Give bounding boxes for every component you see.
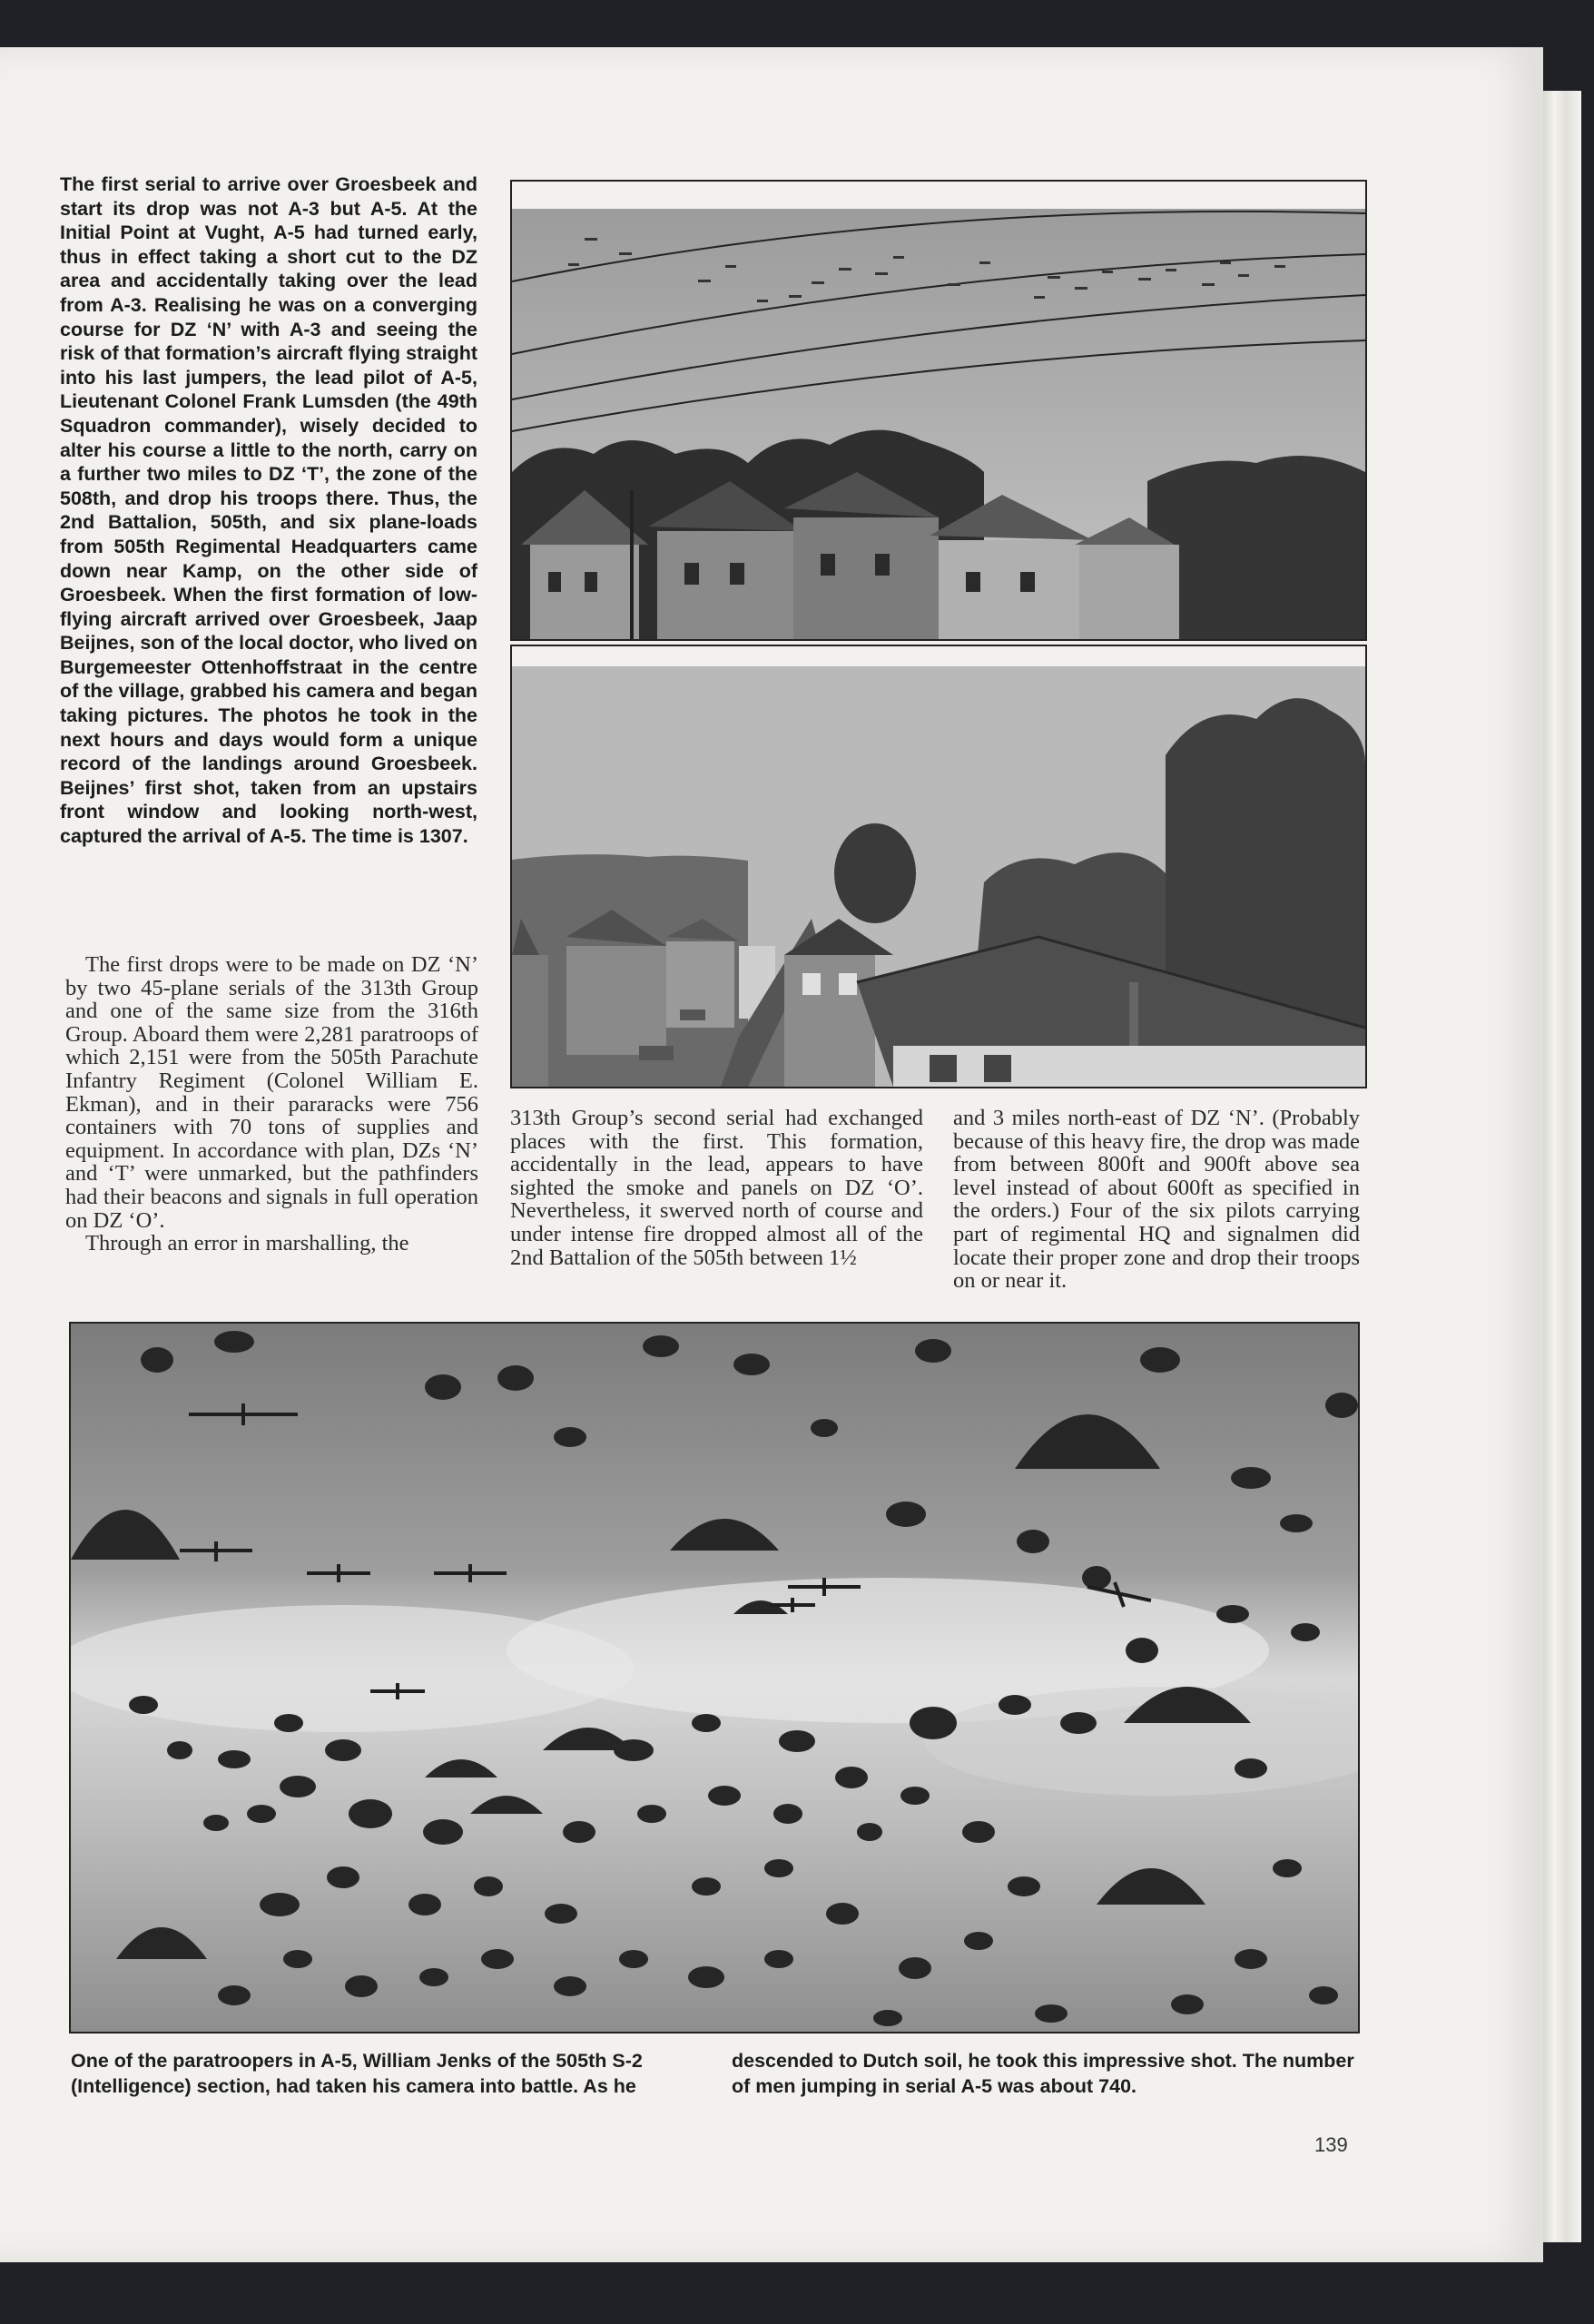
body-column-3 <box>953 1107 1360 1293</box>
photo-aircraft-over-village <box>510 180 1367 641</box>
photo-parachute-drop <box>69 1322 1360 2034</box>
photo-village-street <box>510 645 1367 1088</box>
page-edge <box>1543 91 1581 2242</box>
caption-bottom-left: One of the paratroopers in A-5, William Jenks of the 505th S-2 (Intelligence) section, had taken his camera into battle. As he <box>71 2050 643 2097</box>
body-paragraph-1: The first drops were to be made on DZ ‘N’ by two 45-plane serials of the 313th Group and one of the same size from the 316th Group. Aboard them were 2,281 paratroops of which 2,151 were from the 505th Parachute Infantry Regiment (Colonel William E. Ekman), and in their pararacks were 756 containers with 70 tons of supplies and equipment. In accordance with plan, DZs ‘N’ and ‘T’ were unmarked, but the pathfinders had their beacons and signals in full operation on DZ ‘O’. <box>65 952 478 1233</box>
body-paragraph-2-middle: 313th Group’s second serial had exchanged places with the first. This formation, accidentally in the lead, appears to have sighted the smoke and panels on DZ ‘O’. Nevertheless, it swerved north of course and under intense fire dropped almost all of the 2nd Battalion of the 505th between 1½ <box>510 1106 923 1270</box>
caption-top: The first serial to arrive over Groesbeek and start its drop was not A-3 but A-5. At the Initial Point at Vught, A-5 had turned early, thus in effect taking a short cut to the DZ area and accidentally taking over the lead from A-3. Realising he was on a converging course for DZ ‘N’ with A-3 and seeing the risk of that formation’s aircraft flying straight into his last jumpers, the lead pilot of A-5, Lieutenant Colonel Frank Lumsden (the 49th Squadron commander), wisely decided to alter his course a little to the north, carry on a further two miles to DZ ‘T’, the zone of the 508th, and drop his troops there. Thus, the 2nd Battalion, 505th, and six plane-loads from 505th Regimental Headquarters came down near Kamp, on the other side of Groesbeek. When the first formation of low-flying aircraft arrived over Groesbeek, Jaap Beijnes, son of the local doctor, who lived on Burgemeester Ottenhoffstraat in the centre of the village, grabbed his camera and began taking pictures. The photos he took in the next hours and days would form a unique record of the landings around Groesbeek. Beijnes’ first shot, taken from an upstairs front window and looking north-west, captured the arrival of A-5. The time is 1307. <box>60 173 477 848</box>
body-column-1 <box>65 953 478 1256</box>
body-column-2 <box>510 1107 923 1269</box>
body-paragraph-2-end: and 3 miles north-east of DZ ‘N’. (Probably because of this heavy fire, the drop was made from between 800ft and 900ft above sea level instead of about 600ft as specified in the orders.) Four of the six pilots carrying part of regimental HQ and signalmen did locate their proper zone and drop their troops on or near it. <box>953 1106 1360 1294</box>
body-paragraph-2-start: Through an error in marshalling, the <box>85 1231 409 1256</box>
caption-bottom-right: descended to Dutch soil, he took this impressive shot. The number of men jumping in serial A-5 was about 740. <box>732 2050 1354 2097</box>
page-number: 139 <box>1314 2133 1348 2156</box>
